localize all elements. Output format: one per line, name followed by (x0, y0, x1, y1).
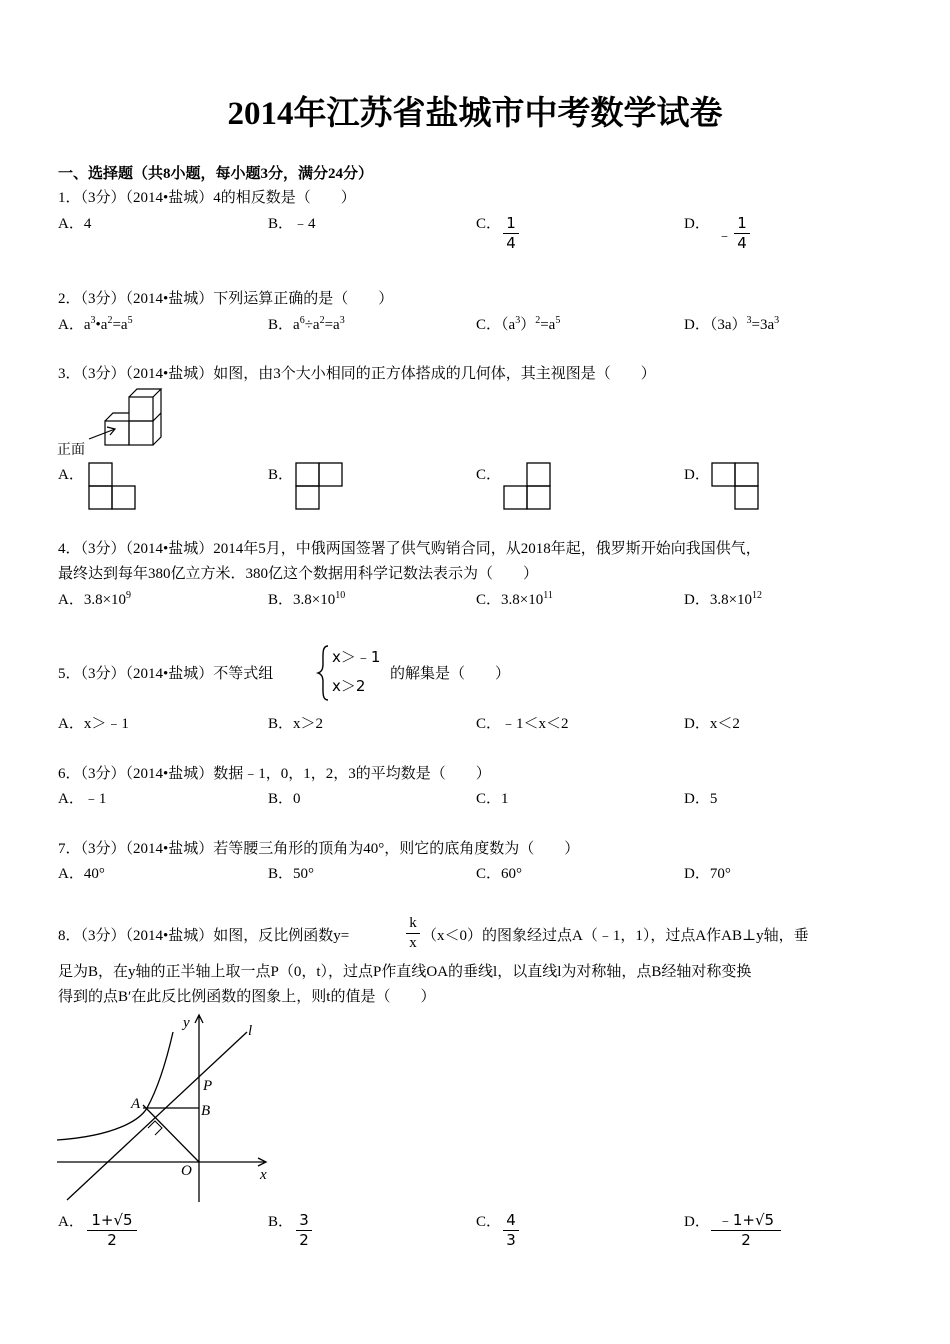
q2-option-a: A．$a^3•a^2=a^5$ (58, 315, 133, 333)
q4-option-a-exponent: 9 (126, 590, 132, 601)
q5-stem-post: 的解集是（ ） (390, 666, 511, 682)
numerator: 1 (737, 214, 747, 232)
q8-figure (55, 1012, 285, 1207)
q2-option-d: D．$(3a)^3=3a^3$ (684, 315, 780, 333)
denominator: 2 (299, 1231, 309, 1249)
label-y: y (183, 1015, 190, 1031)
q3-option-d: D． (684, 467, 710, 483)
q8-option-a-fraction (87, 1211, 137, 1250)
line-oa (143, 1105, 199, 1162)
q5-stem-pre: 5．（3分）（2014•盐城）不等式组 (58, 666, 274, 682)
q2-option-c-label: C． (476, 317, 502, 333)
q2-option-c: C．$(a^3)^2=a^5$ (476, 315, 561, 333)
q1-stem: 1．（3分）（2014•盐城）4的相反数是（ ） (58, 190, 356, 206)
denominator: 2 (741, 1231, 751, 1249)
q5-option-d: D．x＜2 (684, 716, 740, 732)
q8-option-a: A． (58, 1214, 84, 1230)
line-l (67, 1032, 247, 1200)
q4-option-a (58, 591, 131, 609)
q8-option-d: D． (684, 1214, 710, 1230)
q8-option-c: C． (476, 1214, 502, 1230)
numerator: 4 (506, 1211, 516, 1229)
q1-option-d: D． (684, 216, 710, 232)
q4-option-c-exponent: 11 (543, 590, 553, 601)
q2-stem: 2．（3分）（2014•盐城）下列运算正确的是（ ） (58, 291, 394, 307)
page-title: 2014年江苏省盐城市中考数学试卷 (227, 96, 723, 132)
q7-option-b: B．50° (268, 866, 315, 882)
denominator: 4 (506, 234, 516, 252)
q3-option-c: C． (476, 467, 502, 483)
q7-option-d: D．70° (684, 866, 731, 882)
numerator: 3 (299, 1211, 309, 1229)
q4-option-d-label: D．3.8×10 (684, 592, 753, 608)
q8-stem-post: （x＜0）的图象经过点A（﹣1，1），过点A作AB⊥y轴，垂 (422, 928, 809, 944)
q7-option-a: A．40° (58, 866, 105, 882)
q5-option-b: B．x＞2 (268, 716, 324, 732)
q1-option-d-sign: ﹣ (717, 226, 733, 244)
q4-option-b-label: B．3.8×10 (268, 592, 336, 608)
q2-option-d-label: D． (684, 317, 710, 333)
hyperbola-curve (57, 1032, 173, 1140)
denominator: 4 (737, 234, 747, 252)
q8-stem-line2: 足为B，在y轴的正半轴上取一点P（0，t），过点P作直线OA的垂线l，以直线l为对称轴，点B经轴对称变换 (58, 964, 752, 980)
q8-option-d-fraction (711, 1211, 781, 1250)
q4-option-b (268, 591, 345, 609)
q5-system-line2: x＞2 (332, 677, 366, 695)
q6-option-b: B．0 (268, 791, 301, 807)
q3-front-label: 正面 (57, 442, 85, 458)
q2-option-b: B．$a^6\div a^2=a^3$ (268, 315, 345, 333)
q3-option-d-view (711, 462, 761, 510)
q3-option-a: A． (58, 467, 84, 483)
q1-option-b: B．﹣4 (268, 216, 316, 232)
q6-option-d: D．5 (684, 791, 718, 807)
q8-option-c-fraction (503, 1211, 519, 1250)
q8-option-b-fraction (296, 1211, 312, 1250)
q5-option-a: A．x＞﹣1 (58, 716, 129, 732)
numerator: k (409, 915, 417, 931)
q6-option-c: C．1 (476, 791, 509, 807)
q1-option-c-fraction (503, 214, 519, 253)
q8-stem-pre: 8．（3分）（2014•盐城）如图，反比例函数y= (58, 928, 350, 944)
denominator: 3 (506, 1231, 516, 1249)
q8-k-over-x (406, 914, 420, 953)
q5-system-line1: x＞﹣1 (332, 648, 381, 666)
q7-option-c: C．60° (476, 866, 523, 882)
label-o: O (181, 1163, 192, 1179)
q3-option-c-view (503, 462, 553, 510)
label-a: A (131, 1096, 141, 1112)
q8-stem-line3: 得到的点B′在此反比例函数的图象上，则t的值是（ ） (58, 989, 436, 1005)
q3-stem: 3．（3分）（2014•盐城）如图，由3个大小相同的正方体搭成的几何体，其主视图是（ ） (58, 366, 656, 382)
q2-option-a-label: A． (58, 317, 84, 333)
q8-option-b: B． (268, 1214, 294, 1230)
q4-option-d (684, 591, 762, 609)
q3-option-b-view (295, 462, 345, 510)
q5-option-c: C．﹣1＜x＜2 (476, 716, 569, 732)
q6-stem: 6．（3分）（2014•盐城）数据﹣1，0，1，2，3的平均数是（ ） (58, 766, 491, 782)
numerator: 1+√5 (91, 1211, 133, 1229)
q4-option-d-exponent: 12 (752, 590, 763, 601)
numerator: 1 (506, 214, 516, 232)
q4-option-a-label: A．3.8×10 (58, 592, 127, 608)
q1-option-d-fraction (734, 214, 750, 253)
section-heading: 一、选择题（共8小题，每小题3分，满分24分） (58, 166, 374, 182)
q5-brace (316, 644, 330, 702)
q4-stem-line2: 最终达到每年380亿立方米．380亿这个数据用科学记数法表示为（ ） (58, 566, 539, 582)
q6-option-a: A．﹣1 (58, 791, 107, 807)
q4-option-b-exponent: 10 (335, 590, 346, 601)
q3-option-a-view (88, 462, 138, 510)
q1-option-a: A．4 (58, 216, 92, 232)
q3-option-b: B． (268, 467, 294, 483)
numerator: ﹣1+√5 (717, 1211, 775, 1229)
q7-stem: 7．（3分）（2014•盐城）若等腰三角形的顶角为40°，则它的底角度数为（ ） (58, 841, 580, 857)
q4-option-c (476, 591, 553, 609)
q1-option-c: C． (476, 216, 502, 232)
q4-stem-line1: 4．（3分）（2014•盐城）2014年5月，中俄两国签署了供气购销合同，从2018年起，俄罗斯开始向我国供气， (58, 541, 761, 557)
label-p: P (203, 1078, 213, 1094)
label-l: l (248, 1023, 253, 1039)
denominator: 2 (107, 1231, 117, 1249)
label-b: B (201, 1103, 211, 1119)
q4-option-c-label: C．3.8×10 (476, 592, 544, 608)
label-x: x (260, 1167, 267, 1183)
denominator: x (409, 935, 417, 951)
q2-option-b-label: B． (268, 317, 294, 333)
